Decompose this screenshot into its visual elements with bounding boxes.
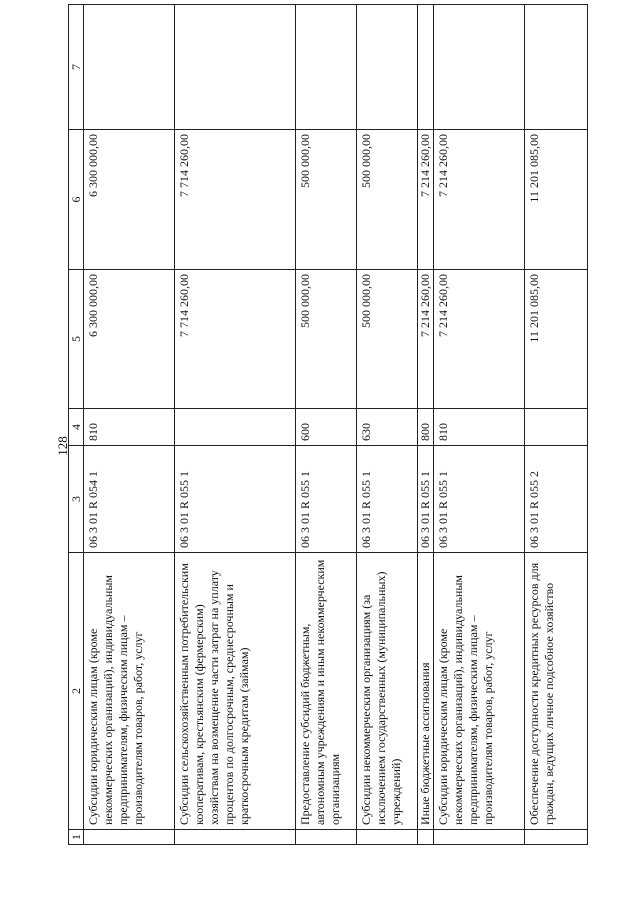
amount-col6: 500 000,00: [357, 130, 418, 270]
amount-col5: 500 000,00: [296, 270, 357, 409]
empty-cell: [84, 830, 175, 845]
budget-table: [68, 4, 588, 845]
expense-kind: 630: [357, 409, 418, 446]
expense-name: Предоставление субсидий бюджетным, автономным учреждениям и иным некоммерческим организациям: [296, 553, 357, 830]
empty-cell: [525, 830, 588, 845]
amount-col7: [84, 5, 175, 130]
empty-cell: [418, 830, 434, 845]
budget-code: 06 3 01 R 055 1: [434, 446, 525, 553]
table-row: [525, 5, 588, 845]
amount-col7: [357, 5, 418, 130]
empty-cell: [296, 830, 357, 845]
expense-kind: 800: [418, 409, 434, 446]
expense-name: Обеспечение доступности кредитных ресурсов для граждан, ведущих личное подсобное хозяйство: [525, 553, 588, 830]
table-row: [84, 5, 175, 845]
column-header-5: 5: [69, 270, 84, 409]
amount-col7: [418, 5, 434, 130]
column-header-3: 3: [69, 446, 84, 553]
page-number: 128: [55, 436, 70, 456]
budget-table-wrapper: [68, 60, 573, 845]
budget-code: 06 3 01 R 055 1: [357, 446, 418, 553]
column-header-4: 4: [69, 409, 84, 446]
amount-col7: [296, 5, 357, 130]
empty-cell: [175, 830, 296, 845]
empty-cell: [434, 830, 525, 845]
amount-col6: 7 714 260,00: [175, 130, 296, 270]
budget-code: 06 3 01 R 055 1: [296, 446, 357, 553]
column-header-7: 7: [69, 5, 84, 130]
amount-col6: 7 214 260,00: [434, 130, 525, 270]
amount-col5: 500 000,00: [357, 270, 418, 409]
amount-col6: 11 201 085,00: [525, 130, 588, 270]
amount-col7: [525, 5, 588, 130]
column-number-row: [69, 5, 84, 845]
amount-col6: 500 000,00: [296, 130, 357, 270]
expense-kind: 810: [84, 409, 175, 446]
expense-name: Иные бюджетные ассигнования: [418, 553, 434, 830]
expense-name: Субсидии юридическим лицам (кроме некоммерческих организаций), индивидуальным предпринимателям, физическим лицам – производителям товаров, работ, услуг: [84, 553, 175, 830]
amount-col7: [434, 5, 525, 130]
table-row: [434, 5, 525, 845]
amount-col5: 6 300 000,00: [84, 270, 175, 409]
table-row: [357, 5, 418, 845]
table-row: [175, 5, 296, 845]
expense-kind: [525, 409, 588, 446]
table-row: [418, 5, 434, 845]
table-row: [296, 5, 357, 845]
empty-cell: [357, 830, 418, 845]
column-header-6: 6: [69, 130, 84, 270]
budget-code: 06 3 01 R 055 2: [525, 446, 588, 553]
budget-code: 06 3 01 R 054 1: [84, 446, 175, 553]
expense-name: Субсидии некоммерческим организациям (за исключением государственных (муниципальных) учреждений): [357, 553, 418, 830]
amount-col6: 6 300 000,00: [84, 130, 175, 270]
expense-name: Субсидии сельскохозяйственным потребительским кооперативам, крестьянским (фермерским) хозяйствам на возмещение части затрат на уплату процентов по долгосрочным, среднесрочным и краткосрочным кредитам (займам): [175, 553, 296, 830]
amount-col5: 7 714 260,00: [175, 270, 296, 409]
column-header-1: 1: [69, 830, 84, 845]
amount-col5: 11 201 085,00: [525, 270, 588, 409]
expense-kind: 810: [434, 409, 525, 446]
budget-code: 06 3 01 R 055 1: [175, 446, 296, 553]
amount-col5: 7 214 260,00: [434, 270, 525, 409]
column-header-2: 2: [69, 553, 84, 830]
expense-name: Субсидии юридическим лицам (кроме некоммерческих организаций), индивидуальным предпринимателям, физическим лицам – производителям товаров, работ, услуг: [434, 553, 525, 830]
expense-kind: 600: [296, 409, 357, 446]
amount-col5: 7 214 260,00: [418, 270, 434, 409]
amount-col7: [175, 5, 296, 130]
budget-table-rotated: [68, 60, 573, 845]
amount-col6: 7 214 260,00: [418, 130, 434, 270]
budget-code: 06 3 01 R 055 1: [418, 446, 434, 553]
expense-kind: [175, 409, 296, 446]
